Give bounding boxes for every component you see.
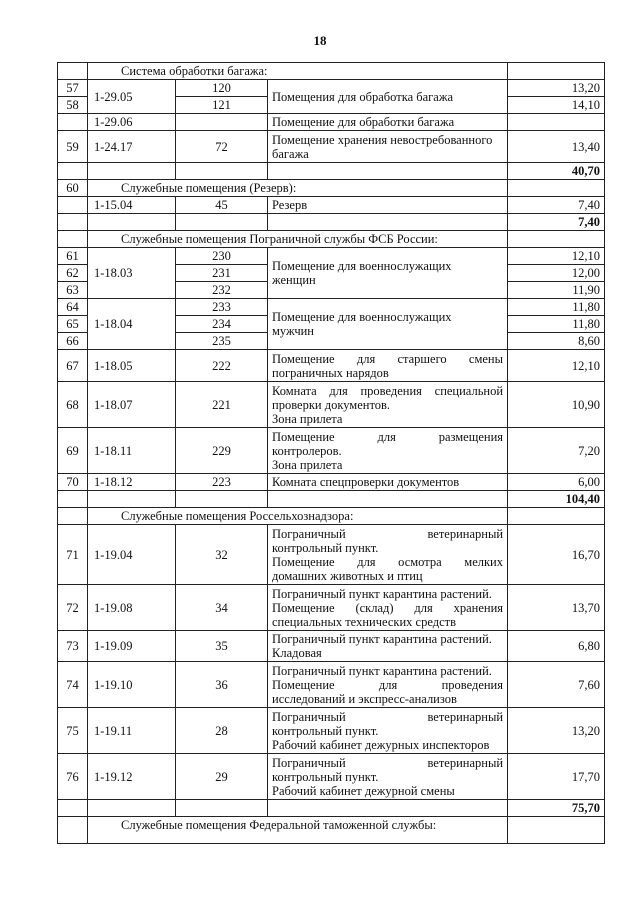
section-title: Служебные помещения Россельхознадзора:: [88, 508, 508, 525]
room-code: 1-19.12: [88, 754, 176, 800]
table-row: [58, 180, 605, 197]
room-description: Помещение для обработки багажа: [268, 114, 508, 131]
room-area: 13,20: [508, 80, 605, 97]
row-number: 75: [58, 708, 88, 754]
room-code: 1-19.09: [88, 631, 176, 662]
page-number: 18: [313, 33, 327, 48]
room-area: 10,90: [508, 382, 605, 428]
room-code: 1-29.05: [88, 80, 176, 114]
room-number: 232: [176, 282, 268, 299]
room-area: 7,20: [508, 428, 605, 474]
room-area: 7,60: [508, 662, 605, 708]
room-number: 223: [176, 474, 268, 491]
room-description: Пограничный ветеринарный контрольный пункт. Помещение для осмотра мелких домашних животных и птиц: [268, 525, 508, 585]
row-number: 76: [58, 754, 88, 800]
room-description: Помещение для старшего смены пограничных нарядов: [268, 350, 508, 382]
table-row: [58, 474, 605, 491]
room-description: Пограничный пункт карантина растений. Помещение для проведения исследований и экспресс-анализов: [268, 662, 508, 708]
room-number: 34: [176, 585, 268, 631]
table-row: [58, 114, 605, 131]
table-row: [58, 131, 605, 163]
room-area: 13,70: [508, 585, 605, 631]
room-code: 1-29.06: [88, 114, 176, 131]
room-number: 28: [176, 708, 268, 754]
room-area: 11,90: [508, 282, 605, 299]
room-description: Помещение для военнослужащих женщин: [268, 248, 508, 299]
premises-table: [57, 62, 605, 844]
room-number: 234: [176, 316, 268, 333]
row-number: 64: [58, 299, 88, 316]
section-title: Служебные помещения Пограничной службы ФСБ России:: [88, 231, 508, 248]
table-row: [58, 299, 605, 316]
room-description: Комната спецпроверки документов: [268, 474, 508, 491]
room-code: 1-18.05: [88, 350, 176, 382]
table-row: [58, 80, 605, 97]
table-row: [58, 508, 605, 525]
section-total: 104,40: [508, 491, 605, 508]
row-number: 61: [58, 248, 88, 265]
row-number: 65: [58, 316, 88, 333]
table-row: [58, 754, 605, 800]
room-description: Помещения для обработка багажа: [268, 80, 508, 114]
room-number: 233: [176, 299, 268, 316]
room-area: 12,10: [508, 350, 605, 382]
total-row: [58, 491, 605, 508]
room-description: Пограничный ветеринарный контрольный пункт. Рабочий кабинет дежурной смены: [268, 754, 508, 800]
table-row: [58, 525, 605, 585]
row-number: 68: [58, 382, 88, 428]
table-row: [58, 382, 605, 428]
row-number: 67: [58, 350, 88, 382]
room-number: 120: [176, 80, 268, 97]
total-row: [58, 163, 605, 180]
row-number: 60: [58, 180, 88, 197]
row-number: 74: [58, 662, 88, 708]
room-area: 17,70: [508, 754, 605, 800]
room-number: 231: [176, 265, 268, 282]
room-number: 121: [176, 97, 268, 114]
room-area: 6,80: [508, 631, 605, 662]
room-area: 8,60: [508, 333, 605, 350]
room-code: 1-18.04: [88, 299, 176, 350]
room-code: 1-19.04: [88, 525, 176, 585]
room-number: 32: [176, 525, 268, 585]
room-number: 36: [176, 662, 268, 708]
room-code: 1-18.03: [88, 248, 176, 299]
table-row: [58, 350, 605, 382]
row-number: 69: [58, 428, 88, 474]
room-description: Помещение хранения невостребованного багажа: [268, 131, 508, 163]
section-total: 75,70: [508, 800, 605, 817]
room-number: 229: [176, 428, 268, 474]
room-area: 11,80: [508, 299, 605, 316]
room-description: Помещение для военнослужащих мужчин: [268, 299, 508, 350]
room-description: Пограничный пункт карантина растений. Кладовая: [268, 631, 508, 662]
table-row: [58, 197, 605, 214]
room-description: Помещение для размещения контролеров. Зона прилета: [268, 428, 508, 474]
room-number: 222: [176, 350, 268, 382]
section-title: Служебные помещения (Резерв):: [88, 180, 508, 197]
room-code: 1-15.04: [88, 197, 176, 214]
room-area: 6,00: [508, 474, 605, 491]
room-code: 1-24.17: [88, 131, 176, 163]
room-description: Комната для проведения специальной проверки документов. Зона прилета: [268, 382, 508, 428]
room-area: 12,10: [508, 248, 605, 265]
row-number: 72: [58, 585, 88, 631]
room-code: 1-18.11: [88, 428, 176, 474]
row-number: 66: [58, 333, 88, 350]
table-row: [58, 231, 605, 248]
section-total: 40,70: [508, 163, 605, 180]
room-area: 14,10: [508, 97, 605, 114]
room-area: 12,00: [508, 265, 605, 282]
row-number: 63: [58, 282, 88, 299]
table-row: [58, 63, 605, 80]
room-code: 1-18.12: [88, 474, 176, 491]
room-number: 29: [176, 754, 268, 800]
room-area: 11,80: [508, 316, 605, 333]
room-description: Пограничный пункт карантина растений. Помещение (склад) для хранения специальных технических средств: [268, 585, 508, 631]
table-row: [58, 817, 605, 844]
room-number: 221: [176, 382, 268, 428]
total-row: [58, 800, 605, 817]
room-code: 1-18.07: [88, 382, 176, 428]
section-title: Служебные помещения Федеральной таможенной службы:: [88, 817, 508, 844]
row-number: 57: [58, 80, 88, 97]
room-area: 7,40: [508, 197, 605, 214]
room-number: 230: [176, 248, 268, 265]
row-number: 70: [58, 474, 88, 491]
room-number: 45: [176, 197, 268, 214]
row-number: 58: [58, 97, 88, 114]
row-number: 62: [58, 265, 88, 282]
room-area: 13,40: [508, 131, 605, 163]
row-number: 59: [58, 131, 88, 163]
table-row: [58, 585, 605, 631]
table-row: [58, 631, 605, 662]
section-title: Система обработки багажа:: [88, 63, 508, 80]
table-row: [58, 428, 605, 474]
room-number: 235: [176, 333, 268, 350]
room-number: 35: [176, 631, 268, 662]
row-number: 73: [58, 631, 88, 662]
room-area: 13,20: [508, 708, 605, 754]
room-description: Пограничный ветеринарный контрольный пункт. Рабочий кабинет дежурных инспекторов: [268, 708, 508, 754]
section-total: 7,40: [508, 214, 605, 231]
room-code: 1-19.11: [88, 708, 176, 754]
row-number: 71: [58, 525, 88, 585]
room-code: 1-19.08: [88, 585, 176, 631]
room-description: Резерв: [268, 197, 508, 214]
room-code: 1-19.10: [88, 662, 176, 708]
table-row: [58, 708, 605, 754]
room-area: 16,70: [508, 525, 605, 585]
table-row: [58, 662, 605, 708]
total-row: [58, 214, 605, 231]
room-number: 72: [176, 131, 268, 163]
table-row: [58, 248, 605, 265]
